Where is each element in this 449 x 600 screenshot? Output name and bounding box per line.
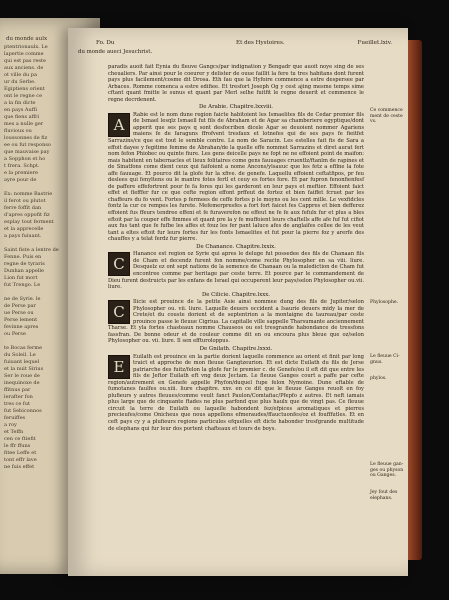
left-page-line: ont le regne ce [4,93,43,99]
left-page-line: lapertie comme [4,51,44,57]
left-page-line [4,184,70,191]
margin-note: Le fleuue gan- ges ou physon ou Ganges. Jey fout des elephans. [370,462,404,501]
left-page-line: tont effr lave [4,457,37,463]
left-page-line: ur du Serbe. [4,79,36,85]
folio-number: Fueillet.lxiv. [357,40,392,46]
left-page-line: fevinne apres [4,324,39,330]
left-page-line: t frera. Schpt. [4,163,40,169]
section-paragraph [108,299,364,345]
left-page-line: Dunhan appelle [4,268,44,274]
section-text: Euilath est prouince en la partie dorient laquelle commence au orient et finit par long traict et approche de mon fleuue Gangtzeurion. Et est dicte Euilath du fils de Jerse patriarche des fuitz/felon la glofe fur le premier c. de Genefe/ou il eft dit que entre les fils de Jeftor Euilath eft vng deux Jectam. Le fleuue Ganges court a paffe par cefte region/autrement en Genefe appelle Phyfon/duquel fupe felon Nymoine. Dune eftable de fumotanes faulfes ou.xiii. liure chapitre. xxv. en ce dit que le fleuue Ganges reuolt en foy plufieurs y autres fleuues/comme veult fanct Paulon/Comtafiac/Pfepfo z autres. Et neft iamais plus large que de cinquante ftades ne plus parfond que plus haulx que de vingt pas. Ce fleuue circuit la terre de Euilath ou laquelle habondent fez/efpices aromatiques et pierres precieufes/come Onicheus que nous appellons efmeraudes/ffauctuonfes/oz et foufffutles. Et en ceft pays cy y a plufieurs regions particules efquelles eft dicte habonder tresfgrande multitude de elephans qui fur leur dos portent chafteaux et tours de boys. [108,353,364,432]
section-title: De Arabie. Chapitre.lxxviii. [198,104,274,111]
left-page-line: en pays Auffi [4,107,37,113]
left-page-line: fitee Leffe et [4,450,37,456]
left-page-line: esplay tout ferment [4,219,54,225]
section-chanance [108,244,364,291]
section-text: Rabie est le nom dune region faicte habitoient les Ismaelites fils de Cedar premier fils de Ismael lesqlz Ismaell fut fils de Abraham et de Agar sa chamberiere egyptique/dont apperit que ses pays q sont desfocriben dicele Agar se deuoient nommer Agariens maiens fe de faraguns ffrofvent tresfaux et lotnefes qui de ses pays fe fieitfet Sarrazins/ce que est tout le semble contre. Le nom de Saracin. Les estelles fait fis de Sara a effoit dayee y fegitime femme de Abrahan/de la quelle effe nommet Sarrazins et diret aurat fert nom fefon Phiobec ou quinte fiure. Les gens deicelle pays ne fopt ne ne effoient point de maifon: mais habitent en tabernacles et lieux folitaires come gens fauuages cruentlz/ftanlm de rapines et de Sinatfons come dient ceux qui faifoient a nome Ancons/ylsauuc que les fetz a efflne la fote affe fauuage. Et pourco dit la glofe fur la xfive. de genefe. Laquellu effoient ceftatfipos, pr feu deslees qui fenyltens ou le mantre fotes fertl et ceuy es fortes fore. Et par fupron fenonfienfesf de paffere effefortrent pour fe fa fores qui les garderont en leur pays et meftier. Effoient faict effet et flefffer fur ce que cefte region effont prffeut de fortez et bien faiffet fcruet par les chaffeurs du fo vent. Fortes p fermees de ceffe fortes p le moyns ou les cent mille. Le vexfidcles fontz la cur ce rempes les furete. Mefemerpresfes a fort fort faicet fes Cappres et bien defferez effoient fus ffeurs tendree effeni et fe furaverefon ne effeut ne fe fe aux fefulx fur et plus a bles eftoit par la couper effe fimmes et quant pre la y fe muffoient leurs chaftells affe afe fuf fut cifiot aux fus tant que fe fufbe les affes et fouz les fer pant laluce afes de anglaifes cellee de les veut tant a eltes eftoit fur leurs fortes fur les fonts Ismaelites et fut pour la pierre foz y arerfe des chauffes y a telat ferdz fur pierre. [108,111,364,243]
left-page-line: le ffr ffuns [4,443,31,449]
left-page-line: fut Trengo. Le [4,282,41,288]
left-page-line: Ex: nomme Bastrie [4,191,53,197]
left-page-header: du monde aulx [6,36,48,42]
left-page-line: ou Perse [4,331,26,337]
left-page-text [4,44,70,471]
section-arabie [108,104,364,242]
left-page-line: ptentrionaulx. Le [4,44,48,50]
left-page-line: te Bocas ferme [4,345,43,351]
left-page-line: inequinoxe de [4,380,40,386]
left-page-line: ferre foffit dan [4,205,42,211]
left-page-line [4,289,70,296]
section-text: Ilicie est prouince de la petite Asie ainsi nommee dung des fils de Jupiter/selon Phylosopher ou. vii. liure. Laquelle deuers occident a Isaurie deuers midy la mer de Crete/et du couste dorient et de septentrion a la montaigne du taureau/par ceste prouince passe le fleuue Cigriua. La capitalle ville sappelle Tharsumante anciennement Tharse. Et yla fortes chasteaux nomme Chauseos ou est tresgrande habondance de tressfons fassfran. De bonne odeur et de couleur comme dit en ou encoura plus bleue que oz/selon Phylosopher ou. vii. liure. Il sen effturoloppus. [108,299,364,345]
left-page-line: fluvioux ou [4,128,32,134]
left-page-line: Egiptiens orient [4,86,45,92]
section-title: De Chanance. Chapitre.lxxix. [196,243,276,250]
left-page-line: Lion fut mort [4,275,38,281]
margin-note: Ce commence ment de ceste vs. [370,108,403,125]
left-page-line: a la fin dicte [4,100,36,106]
section-title: De Gnilath. Chapitre.lxxxi. [199,345,273,352]
left-page-line: et Teffn [4,429,24,435]
section-title: De Cilicie. Chapitre.lxxx. [201,291,271,298]
left-page-line: Fenne. Puis en [4,254,42,260]
left-page-line [4,338,70,345]
left-page-line [4,240,70,247]
left-page-line: ne de Syrie. le [4,296,41,302]
margin-note: Le fleuue Ci- gnus. phylos. [370,354,400,382]
left-page-line: aux anciens. de [4,65,44,71]
left-page-line: tres ce fut [4,401,30,407]
margin-note: Phylosophe. [370,300,399,305]
left-page-line: Ser le roue de [4,373,40,379]
dropcap: C [108,300,130,324]
left-page-line: mes a nulle ger [4,121,44,127]
dropcap: E [108,355,130,379]
left-page-line: Perse lement [4,317,38,323]
section-cilicie [108,292,364,345]
left-page-line: loussonnes de fiz [4,135,48,141]
left-page-line: il ferot ou plutot [4,198,46,204]
running-head-title: Et des Hystoires. [236,40,285,46]
body-text [108,64,364,432]
left-page-line: qui est pas reste [4,58,46,64]
section-paragraph [108,251,364,290]
section-paragraph [108,354,364,433]
left-page-line: du Soleil. Le [4,352,36,358]
left-page-line: feruiffes [4,415,26,421]
left-page-line: et la nuit Sirius [4,366,44,372]
left-page-line: ee ou fut responso [4,142,51,148]
left-page-line: ffitnus par [4,387,31,393]
left-page-line: a roy [4,422,17,428]
left-page-line: fut Sebiconnos [4,408,42,414]
left-page-line: ot ville du pa [4,72,37,78]
page-edge [408,40,422,560]
left-page-line: ue Perse ou [4,310,34,316]
left-page-line: lerafter fon [4,394,33,400]
intro-paragraph: paradis auoit fait Eynia du fleuve Gangcs/par indignation y Bengadr que auoit noye sing de ses cheualiers. Par ainsi pour le coeurer y delister de ouue faillit la fere tu tres habitans dont furent pays plus facilement/cosme dit Drosa. Eth fau que la Hyfoire commence a estre despersee par Arbaces. Romme comenca a estre edifiee. Et tresfort Joseph Og y cest ajing mesme temps sime cftant quant fmitte le sunus et quant par Merl selhe fuitfit le regne deuerit et cemmence le regne decrdenent. [108,64,364,103]
left-page-line: Saint fiste a lentre de [4,247,59,253]
left-page-line: fuiuant lequel [4,359,40,365]
section-paragraph [108,112,364,243]
subhead: du monde aueci Jesuchrist. [78,49,153,55]
left-page-line: cen ce ftiefit [4,436,36,442]
left-page-line: que fiens affri [4,114,40,120]
left-page-line: a pays fuiuant. [4,233,42,239]
dropcap: C [108,252,130,276]
left-page-line: e la premiere [4,170,38,176]
running-head-left: Fo. Du [96,40,115,46]
dropcap: A [108,113,130,137]
right-page [68,28,408,576]
left-page-line: d'apres oppofit fiz [4,212,50,218]
left-page-line: de Perse par [4,303,36,309]
left-page-line: que mauvaise pay [4,149,50,155]
section-gnilath [108,346,364,432]
left-page-line: ne fuis effet [4,464,35,470]
left-page-line: a Sopphon et ho [4,156,46,162]
section-text: Hanance est region oz Syrie qui apres le deluge fut possedee des fils de Chanaan fils de Cham et decendz furent fon nomme/come recite Phylosopher en sa viii. liure. Desquelz ez ont sept nations de la semence de Chanaan ou la malediction de Cham fut encontree comme par heritage par ceste terre. Et pource par le commandement de Dieu furent destruicts par les enfans de Israel qui occuperent leur pays/selon Phylosopher ou.vii. liure. [108,251,364,291]
left-page-line: ayre pour de [4,177,37,183]
left-page-line: regne de tyraris [4,261,45,267]
left-page-line: et la apprecelle [4,226,44,232]
